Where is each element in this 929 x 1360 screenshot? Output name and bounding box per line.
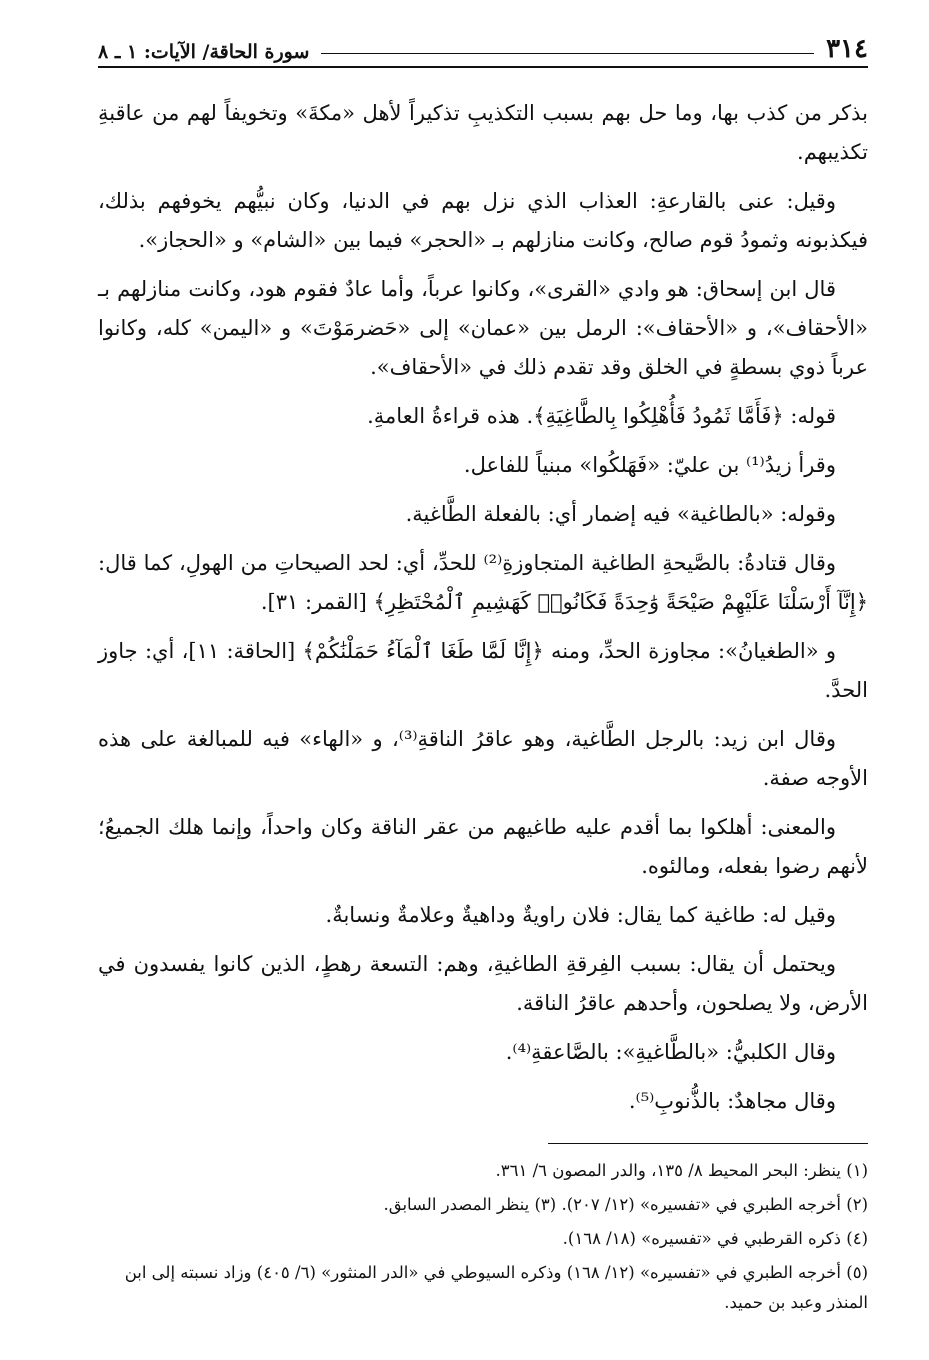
body-text [98, 94, 868, 1121]
paragraph: وقال قتادةُ: بالصَّيحةِ الطاغية المتجاوزةِ⁽²⁾ للحدِّ، أي: لحد الصيحاتِ من الهولِ، كما قال: ﴿إِنَّآ أَرْسَلْنَا عَلَيْهِمْ صَيْحَةً وَٰحِدَةً فَكَانُوا۟ كَهَشِيمِ ٱلْمُحْتَظِرِ﴾ [القمر: ٣١]. [98, 551, 868, 614]
paragraph: وقال الكلبيُّ: «بالطَّاغيةِ»: بالصَّاعقةِ⁽⁴⁾. [505, 1040, 836, 1064]
paragraph: وقوله: «بالطاغية» فيه إضمار أي: بالفعلة الطَّاغية. [405, 502, 836, 526]
paragraph: قال ابن إسحاق: هو وادي «القرى»، وكانوا عرباً، وأما عادٌ فقوم هود، وكانت منازلهم بـ «الأحقاف»، و «الأحقاف»: الرمل بين «عمان» إلى «حَضرمَوْتَ» و «اليمن» كله، وكانوا عرباً ذوي بسطةٍ في الخلق وقد تقدم ذلك في «الأحقاف». [98, 277, 868, 379]
book-page [98, 24, 868, 1322]
paragraph: والمعنى: أهلكوا بما أقدم عليه طاغيهم من عقر الناقة وكان واحداً، وإنما هلك الجميعُ؛ لأنهم رضوا بفعله، ومالئوه. [98, 815, 868, 878]
paragraph: وقيل له: طاغية كما يقال: فلان راويةٌ وداهيةٌ وعلامةٌ ونسابةٌ. [325, 903, 836, 927]
page-header [98, 24, 868, 68]
paragraph: و «الطغيانُ»: مجاوزة الحدِّ، ومنه ﴿إِنَّا لَمَّا طَغَا ٱلْمَآءُ حَمَلْنَٰكُمْ﴾ [الحاقة: ١١]، أي: جاوز الحدَّ. [98, 639, 868, 702]
footnotes [98, 1156, 868, 1318]
paragraph: وقيل: عنى بالقارعةِ: العذاب الذي نزل بهم في الدنيا، وكان نبيُّهم يخوفهم بذلك، فيكذبونه وثمودُ قوم صالح، وكانت منازلهم بـ «الحجر» فيما بين «الشام» و «الحجاز». [98, 189, 868, 252]
paragraph: بذكر من كذب بها، وما حل بهم بسبب التكذيبِ تذكيراً لأهل «مكةَ» وتخويفاً لهم من عاقبةِ تكذيبهم. [98, 101, 868, 164]
footnote-separator [548, 1143, 868, 1144]
header-rule [321, 53, 814, 54]
footnote: (٢) أخرجه الطبري في «تفسيره» (١٢/ ٢٠٧). (٣) ينظر المصدر السابق. [383, 1195, 868, 1214]
paragraph: وقرأ زيدُ⁽¹⁾ بن عليّ: «فَهَلكُوا» مبنياً للفاعل. [463, 453, 836, 477]
paragraph: ويحتمل أن يقال: بسبب الفِرقةِ الطاغيةِ، وهم: التسعة رهطٍ، الذين كانوا يفسدون في الأرض، ولا يصلحون، وأحدهم عاقرُ الناقة. [98, 952, 868, 1015]
footnote: (٤) ذكره القرطبي في «تفسيره» (١٨/ ١٦٨). [562, 1229, 868, 1248]
running-title: سورة الحاقة/ الآيات: ١ ـ ٨ [98, 41, 310, 63]
paragraph: قوله: ﴿فَأَمَّا ثَمُودُ فَأُهْلِكُوا بِالطَّاغِيَةِ﴾. هذه قراءةُ العامةِ. [367, 404, 836, 428]
page-number: ٣١٤ [826, 34, 868, 64]
footnote: (٥) أخرجه الطبري في «تفسيره» (١٢/ ١٦٨) وذكره السيوطي في «الدر المنثور» (٦/ ٤٠٥) وزاد نسبته إلى ابن المنذر وعبد بن حميد. [124, 1263, 868, 1312]
paragraph: وقال ابن زيد: بالرجل الطَّاغية، وهو عاقرُ الناقةِ⁽³⁾، و «الهاء» فيه للمبالغة على هذه الأوجه صفة. [98, 727, 868, 790]
footnote: (١) ينظر: البحر المحيط ٨/ ١٣٥، والدر المصون ٦/ ٣٦١. [495, 1161, 868, 1180]
paragraph: وقال مجاهدٌ: بالذُّنوبِ⁽⁵⁾. [628, 1089, 836, 1113]
